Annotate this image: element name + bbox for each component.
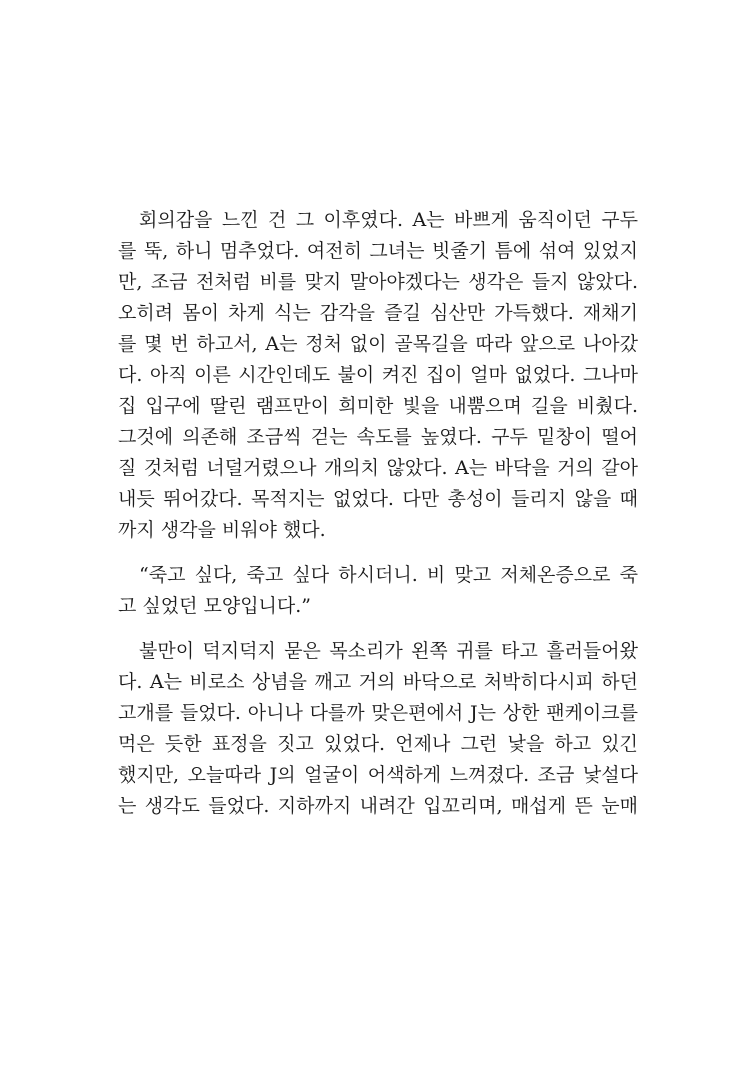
text-line: 집 입구에 딸린 램프만이 희미한 빛을 내뿜으며 길을 비췄다. — [118, 395, 638, 417]
paragraph-gap — [118, 546, 638, 560]
text-line: 는 생각도 들었다. 지하까지 내려간 입꼬리며, 매섭게 뜬 눈매 — [118, 795, 638, 817]
text-line: 질 것처럼 너덜거렸으나 개의치 않았다. A는 바닥을 거의 갈아 — [118, 457, 638, 479]
paragraph-1 — [118, 205, 638, 546]
text-line: “죽고 싶다, 죽고 싶다 하시더니. 비 맞고 저체온증으로 죽 — [139, 564, 638, 586]
paragraph-3 — [118, 636, 638, 822]
text-line: 만, 조금 전처럼 비를 맞지 말아야겠다는 생각은 들지 않았다. — [118, 271, 638, 293]
body-text — [118, 205, 638, 822]
text-line: 내듯 뛰어갔다. 목적지는 없었다. 다만 총성이 들리지 않을 때 — [118, 488, 638, 510]
text-line: 고개를 들었다. 아니나 다를까 맞은편에서 J는 상한 팬케이크를 — [118, 702, 638, 724]
text-line: 회의감을 느낀 건 그 이후였다. A는 바쁘게 움직이던 구두 — [139, 209, 638, 231]
text-line: 불만이 덕지덕지 묻은 목소리가 왼쪽 귀를 타고 흘러들어왔 — [139, 640, 638, 662]
paragraph-gap — [118, 622, 638, 636]
text-line: 고 싶었던 모양입니다.” — [118, 595, 312, 617]
text-line: 다. A는 비로소 상념을 깨고 거의 바닥으로 처박히다시피 하던 — [118, 671, 638, 693]
text-line: 다. 아직 이른 시간인데도 불이 켜진 집이 얼마 없었다. 그나마 — [118, 364, 638, 386]
text-line: 오히려 몸이 차게 식는 감각을 즐길 심산만 가득했다. 재채기 — [118, 302, 638, 324]
text-line: 를 뚝, 하니 멈추었다. 여전히 그녀는 빗줄기 틈에 섞여 있었지 — [118, 240, 638, 262]
text-line: 했지만, 오늘따라 J의 얼굴이 어색하게 느껴졌다. 조금 낯설다 — [118, 764, 638, 786]
text-line: 를 몇 번 하고서, A는 정처 없이 골목길을 따라 앞으로 나아갔 — [118, 333, 638, 355]
text-line: 먹은 듯한 표정을 짓고 있었다. 언제나 그런 낯을 하고 있긴 — [118, 733, 638, 755]
text-line: 그것에 의존해 조금씩 걷는 속도를 높였다. 구두 밑창이 떨어 — [118, 426, 638, 448]
paragraph-2-dialogue — [118, 560, 638, 622]
text-line: 까지 생각을 비워야 했다. — [118, 519, 326, 541]
